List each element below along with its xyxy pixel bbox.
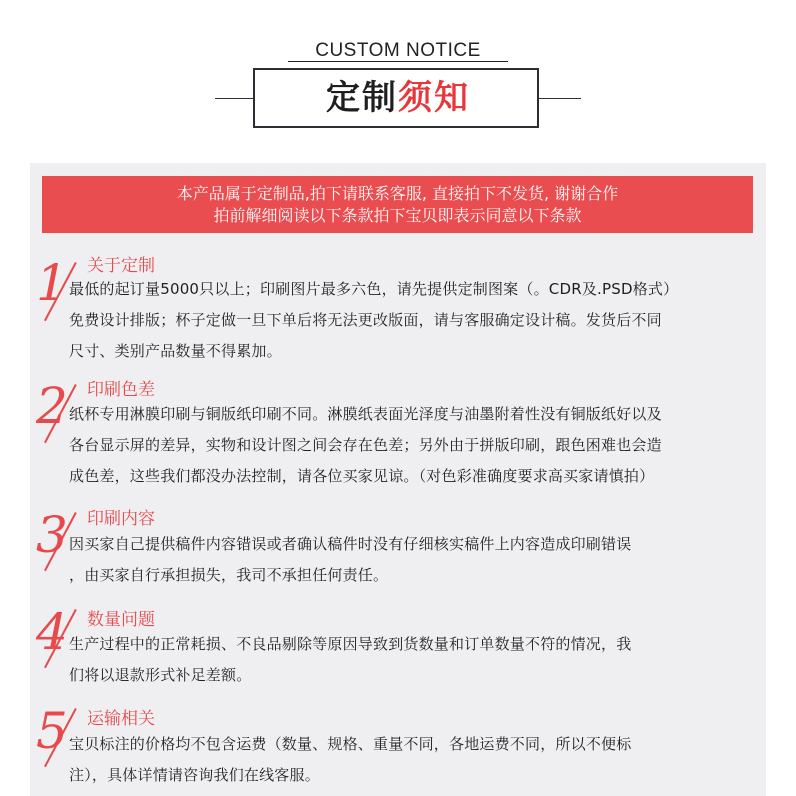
heading-underline <box>288 61 508 62</box>
section-line: 生产过程中的正常耗损、不良品剔除等原因导致到货数量和订单数量不符的情况，我 <box>69 635 632 653</box>
section-title: 印刷内容 <box>87 509 155 529</box>
banner-line-2: 拍前解细阅读以下条款拍下宝贝即表示同意以下条款 <box>213 206 582 225</box>
section-line: ，由买家自行承担损失，我司不承担任何责任。 <box>69 566 389 584</box>
section-line: 各台显示屏的差异，实物和设计图之间会存在色差；另外由于拼版印刷，跟色困难也会造 <box>69 436 662 454</box>
section-body <box>69 274 759 367</box>
section-body <box>69 629 759 691</box>
notice-banner <box>42 176 753 233</box>
section-number: 2 <box>36 377 68 435</box>
section-number: 3 <box>36 506 68 564</box>
section-line: 纸杯专用淋膜印刷与铜版纸印刷不同。淋膜纸表面光泽度与油墨附着性没有铜版纸好以及 <box>69 405 662 423</box>
section-line: 成色差，这些我们都没办法控制，请各位买家见谅。（对色彩准确度要求高买家请慎拍） <box>69 467 655 485</box>
section-line: 免费设计排版；杯子定做一旦下单后将无法更改版面，请与客服确定设计稿。发货后不同 <box>69 311 662 329</box>
section-number: 1 <box>36 254 68 312</box>
section-title: 印刷色差 <box>87 380 155 400</box>
section-body <box>69 729 759 791</box>
section-line: 们将以退款形式补足差额。 <box>69 666 252 684</box>
page-title <box>0 76 796 120</box>
custom-notice-heading: CUSTOM NOTICE <box>315 40 481 61</box>
section-number: 5 <box>36 702 68 760</box>
page-title-part2: 须知 <box>398 78 470 118</box>
section-line: 最低的起订量5000只以上；印刷图片最多六色，请先提供定制图案（。CDR及.PSD格式） <box>69 280 679 298</box>
section-number: 4 <box>36 603 68 661</box>
section-title: 运输相关 <box>87 709 155 729</box>
section-title: 关于定制 <box>87 256 155 276</box>
page-title-part1: 定制 <box>326 78 398 118</box>
section-body <box>69 399 759 492</box>
banner-line-1: 本产品属于定制品,拍下请联系客服, 直接拍下不发货, 谢谢合作 <box>176 184 619 203</box>
section-body <box>69 529 759 591</box>
section-title: 数量问题 <box>87 610 155 630</box>
section-line: 注），具体详情请咨询我们在线客服。 <box>69 766 320 784</box>
section-line: 因买家自己提供稿件内容错误或者确认稿件时没有仔细核实稿件上内容造成印刷错误 <box>69 535 632 553</box>
section-line: 尺寸、类别产品数量不得累加。 <box>69 342 282 360</box>
section-line: 宝贝标注的价格均不包含运费（数量、规格、重量不同，各地运费不同，所以不便标 <box>69 735 632 753</box>
